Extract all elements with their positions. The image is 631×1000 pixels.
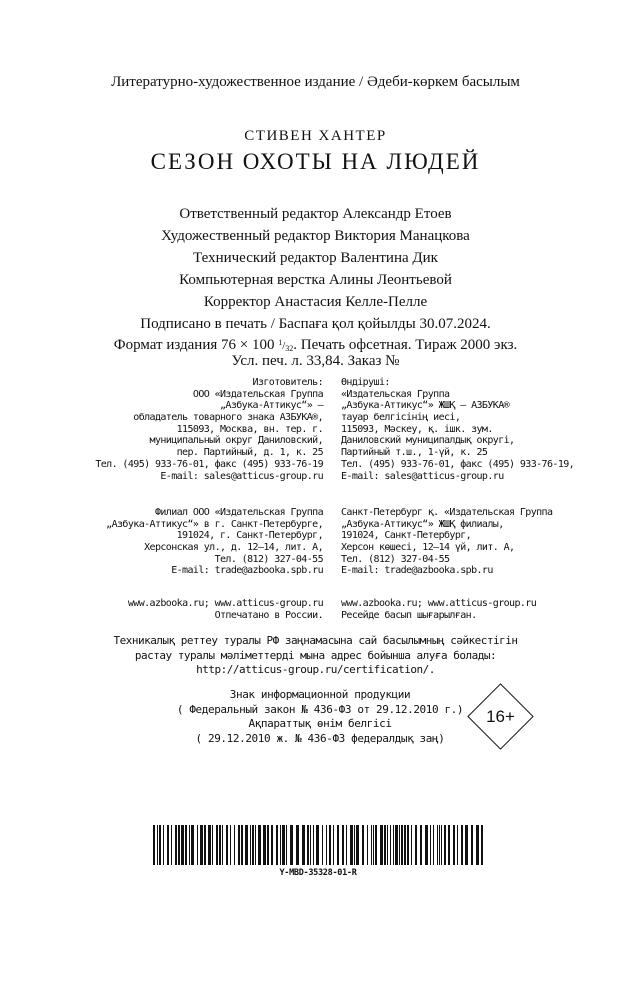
barcode-bar xyxy=(200,825,203,865)
barcode-bar xyxy=(226,825,228,865)
info-product-line: Знак информационной продукции xyxy=(229,688,411,701)
barcode-bar xyxy=(307,825,309,865)
compliance-line: Техникалық реттеу туралы РФ заңнамасына сай басылымның сәйкестігін xyxy=(113,634,518,647)
compliance-line: растау туралы мәліметтерді мына адрес бойынша алуға болады: xyxy=(134,648,497,662)
info-product-line: ( 29.12.2010 ж. № 436-ФЗ федералдық заң) xyxy=(195,731,445,745)
barcode-bar xyxy=(252,825,254,865)
compliance-line: http://atticus-group.ru/certification/. xyxy=(196,663,435,676)
credit-line: Художественный редактор Виктория Манацкова xyxy=(161,228,470,244)
barcode-bar xyxy=(333,825,334,865)
barcode-bar xyxy=(208,825,211,865)
barcode-bar xyxy=(197,825,198,865)
barcode-bar xyxy=(390,825,391,865)
manufacturer-kz-line: Даниловский муниципалдық округі, xyxy=(341,435,515,447)
barcode-bar xyxy=(448,825,450,865)
barcode-bar xyxy=(367,825,368,865)
publication-type: Литературно-художественное издание / Әдеби-көркем басылым xyxy=(111,74,520,90)
manufacturer-kz-line: 115093, Мәскеу, қ. ішк. зум. xyxy=(341,423,493,435)
format-line xyxy=(0,334,631,353)
format-prefix: Формат издания 76 × 100 xyxy=(113,336,275,353)
manufacturer-kz-line: „Азбука-Аттикус“» ЖШҚ — АЗБУКА® xyxy=(341,400,510,412)
credit-line: Корректор Анастасия Келле-Пелле xyxy=(203,294,428,310)
manufacturer-kz-line: «Издательская Группа xyxy=(341,388,450,400)
barcode-bar xyxy=(476,825,479,865)
barcode-bar xyxy=(230,825,231,865)
barcode-bar xyxy=(302,825,305,865)
barcode-bar xyxy=(337,825,339,865)
info-product-line: Ақпараттық өнім белгісі xyxy=(248,717,392,730)
barcode-bar xyxy=(191,825,194,865)
signed-line: Подписано в печать / Баспаға қол қойылды 30.07.2024. xyxy=(140,316,491,332)
barcode-bar xyxy=(241,825,243,865)
barcode-bar xyxy=(286,825,287,865)
barcode-bar xyxy=(415,825,417,865)
barcode-bar xyxy=(457,825,458,865)
manufacturer-ru-line: обладатель товарного знака АЗБУКА®, xyxy=(133,412,323,424)
manufacturer-kz-line: Тел. (495) 933-76-01, факс (495) 933-76-19, xyxy=(341,458,575,470)
barcode-bar xyxy=(189,825,190,865)
barcode-bar xyxy=(354,825,355,865)
barcode-bar xyxy=(430,825,431,865)
book-title: СЕЗОН ОХОТЫ НА ЛЮДЕЙ xyxy=(150,149,481,174)
manufacturer-ru-line: муниципальный округ Даниловский, xyxy=(149,435,323,447)
branch-ru-line: Тел. (812) 327-04-55 xyxy=(214,553,323,565)
branch-kz-line: Тел. (812) 327-04-55 xyxy=(341,553,450,565)
barcode-bar xyxy=(437,825,438,865)
barcode-bar xyxy=(322,825,323,865)
barcode-bar xyxy=(375,825,377,865)
barcode-bar xyxy=(159,825,161,865)
branch-ru-line: E-mail: trade@azbooka.spb.ru xyxy=(171,565,323,577)
barcode-bar xyxy=(255,825,256,865)
barcode-bar xyxy=(425,825,428,865)
manufacturer-ru-line: „Азбука-Аттикус“» — xyxy=(220,400,323,412)
manufacturer-ru-line: 115093, Москва, вн. тер. г. xyxy=(176,423,323,435)
barcode-bar xyxy=(356,825,359,865)
barcode-bar xyxy=(290,825,293,865)
manufacturer-kz-line: Партийный т.ш., 1-үй, к. 25 xyxy=(341,447,488,459)
manufacturer-ru xyxy=(90,377,323,482)
age-rating-label: 16+ xyxy=(486,707,515,726)
barcode-bar xyxy=(219,825,221,865)
branch-kz-line: E-mail: trade@azbooka.spb.ru xyxy=(341,565,493,577)
web-ru-line: Отпечатано в России. xyxy=(214,609,323,621)
branch-ru-line: „Азбука-Аттикус“» в г. Санкт-Петербурге, xyxy=(106,518,323,530)
barcode-bar xyxy=(204,825,206,865)
barcode-bar xyxy=(263,825,266,865)
credit-line: Ответственный редактор Александр Етоев xyxy=(179,206,452,222)
branch-ru-line: 191024, г. Санкт-Петербург, xyxy=(176,530,323,542)
barcode-bar xyxy=(439,825,440,865)
format-suffix: . Печать офсетная. Тираж 2000 экз. xyxy=(293,336,518,353)
manufacturer-ru-line: Тел. (495) 933-76-01, факс (495) 933-76-19 xyxy=(95,458,323,470)
barcode-bar xyxy=(380,825,383,865)
print-info xyxy=(0,315,631,371)
barcode-bar xyxy=(471,825,473,865)
credit-line: Технический редактор Валентина Дик xyxy=(193,250,438,266)
barcode-bar xyxy=(326,825,327,865)
barcode-bar xyxy=(167,825,169,865)
barcode-bar xyxy=(157,825,158,865)
barcode-bar xyxy=(346,825,347,865)
barcode-bar xyxy=(153,825,155,865)
manufacturer-kz xyxy=(341,377,601,482)
barcode-bar xyxy=(387,825,388,865)
manufacturer-kz-line: E-mail: sales@atticus-group.ru xyxy=(341,470,504,482)
barcode-bar xyxy=(238,825,240,865)
branch-kz-line: 191024, Санкт-Петербург, xyxy=(341,530,472,542)
branch-ru-line: Филиал ООО «Издательская Группа xyxy=(154,507,323,518)
barcode-bar xyxy=(276,825,278,865)
barcode-bar xyxy=(362,825,364,865)
branch-kz xyxy=(341,507,601,577)
fraction-numerator: 1 xyxy=(278,337,283,347)
manufacturer-ru-line: ООО «Издательская Группа xyxy=(192,388,323,400)
barcode-bar xyxy=(313,825,314,865)
fraction-denominator: 32 xyxy=(285,343,294,353)
barcode-bar xyxy=(216,825,218,865)
barcode-bar xyxy=(163,825,164,865)
barcode-bar xyxy=(342,825,344,865)
barcode-bar xyxy=(401,825,403,865)
barcode-bar xyxy=(444,825,446,865)
manufacturer-ru-line: пер. Партийный, д. 1, к. 25 xyxy=(176,447,323,459)
barcode-bar xyxy=(185,825,187,865)
web-kz xyxy=(341,598,601,621)
barcode-bar xyxy=(245,825,248,865)
barcode-bar xyxy=(258,825,261,865)
barcode-bar xyxy=(441,825,442,865)
compliance-note xyxy=(0,634,631,678)
branch-kz-line: Санкт-Петербург қ. «Издательская Группа xyxy=(341,507,553,518)
barcode-bar xyxy=(296,825,299,865)
barcode-bar xyxy=(271,825,273,865)
barcode-bar xyxy=(393,825,394,865)
manufacturer-kz-line: тауар белгісінің иесі, xyxy=(341,412,461,424)
web-kz-line: www.azbooka.ru; www.atticus-group.ru xyxy=(341,598,537,609)
info-product-sign xyxy=(170,688,470,746)
manufacturer-ru-line: Изготовитель: xyxy=(252,377,323,388)
credits-block xyxy=(0,203,631,313)
barcode-bar xyxy=(433,825,434,865)
barcode-bar xyxy=(329,825,331,865)
format-fraction: $^1/_{32}$ xyxy=(278,337,294,353)
barcode-bar xyxy=(310,825,311,865)
barcode-bar xyxy=(404,825,406,865)
web-ru-line: www.azbooka.ru; www.atticus-group.ru xyxy=(127,598,323,609)
barcode-bar xyxy=(316,825,319,865)
web-kz-line: Ресейде басып шығарылған. xyxy=(341,609,477,621)
barcode-bar xyxy=(181,825,184,865)
barcode-bar xyxy=(350,825,353,865)
barcode-bar xyxy=(373,825,374,865)
author-name: СТИВЕН ХАНТЕР xyxy=(244,128,387,144)
barcode-bar xyxy=(267,825,269,865)
barcode-text: Y-MBD-35328-01-R xyxy=(279,868,357,878)
branch-kz-line: „Азбука-Аттикус“» ЖШҚ филиалы, xyxy=(341,518,504,530)
barcode-bar xyxy=(175,825,177,865)
barcode-bar xyxy=(178,825,180,865)
manufacturer-kz-line: Өндіруші: xyxy=(341,377,390,388)
branch-ru-line: Херсонская ул., д. 12–14, лит. А, xyxy=(144,542,323,554)
barcode-bar xyxy=(420,825,422,865)
barcode-bar xyxy=(371,825,372,865)
barcode-bar xyxy=(212,825,213,865)
barcode-bar xyxy=(481,825,483,865)
barcode-bar xyxy=(234,825,235,865)
barcode-bar xyxy=(453,825,455,865)
barcode-bar xyxy=(399,825,400,865)
barcode-bar xyxy=(222,825,223,865)
manufacturer-ru-line: E-mail: sales@atticus-group.ru xyxy=(160,470,323,482)
barcode-image xyxy=(153,825,483,865)
barcode-bar xyxy=(465,825,468,865)
credit-line: Компьютерная верстка Алины Леонтьевой xyxy=(179,272,452,288)
volume-line: Усл. печ. л. 33,84. Заказ № xyxy=(231,353,400,369)
barcode-bar xyxy=(395,825,398,865)
barcode-bar xyxy=(384,825,386,865)
web-ru xyxy=(90,598,323,621)
info-product-line: ( Федеральный закон № 436-ФЗ от 29.12.2010 г.) xyxy=(176,702,464,716)
branch-ru xyxy=(90,507,323,577)
branch-kz-line: Херсон көшесі, 12–14 үй, лит. А, xyxy=(341,542,515,554)
barcode-bar xyxy=(250,825,251,865)
barcode-bar xyxy=(461,825,463,865)
barcode-bar xyxy=(411,825,412,865)
barcode-bar xyxy=(407,825,409,865)
barcode-bar xyxy=(282,825,285,865)
barcode-bar xyxy=(280,825,281,865)
barcode-bar xyxy=(171,825,172,865)
age-rating-badge xyxy=(467,683,534,750)
